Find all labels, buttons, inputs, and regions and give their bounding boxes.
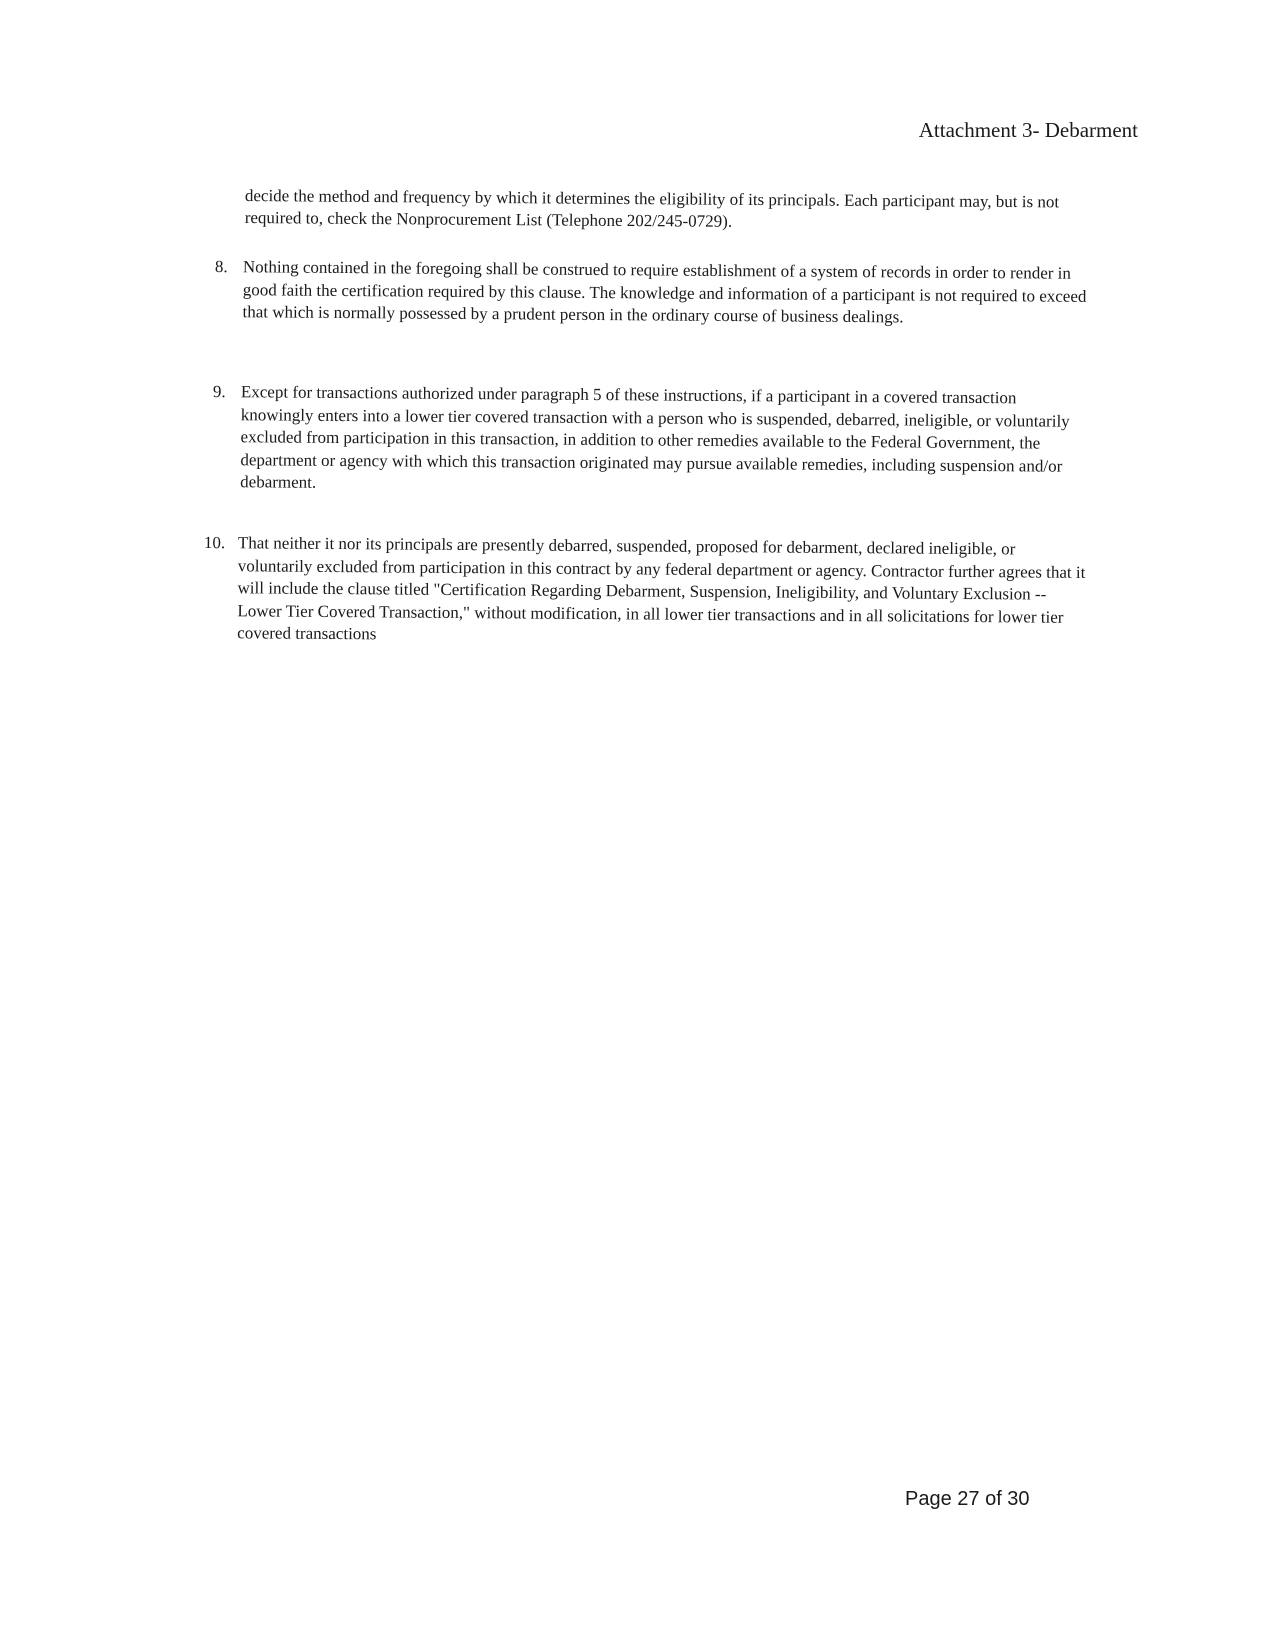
page-header: Attachment 3- Debarment	[918, 118, 1138, 142]
list-item-text: Except for transactions authorized under paragraph 5 of these instructions, if a participant in a covered transaction knowingly enters into a lower tier covered transaction with a person who is suspended, debarred, ineligible, or voluntarily excluded from participation in this transaction, in addition to other remedies available to the Federal Government, the department or agency with which this transaction originated may pursue available remedies, including suspension and/or debarment.	[240, 382, 1070, 492]
list-item-number: 10.	[203, 532, 226, 553]
page-number: Page 27 of 30	[905, 1488, 1030, 1510]
continuation-paragraph: decide the method and frequency by which it determines the eligibility of its principals. Each participant may, but is not required to, check the Nonprocurement List (Telephone 202/245-0729).	[244, 185, 1060, 231]
list-item-number: 9.	[212, 381, 226, 402]
list-item-text: Nothing contained in the foregoing shall be construed to require establishment of a system of records in order to render in good faith the certification required by this clause. The knowledge and information of a participant is not required to exceed that which is normally possessed by a prudent person in the ordinary course of business dealings.	[242, 257, 1087, 327]
list-item	[214, 256, 1095, 327]
list-item	[212, 381, 1093, 492]
list-item-number: 8.	[214, 256, 228, 277]
list-item	[203, 532, 1086, 644]
list-item-text: That neither it nor its principals are presently debarred, suspended, proposed for debarment, declared ineligible, or voluntarily excluded from participation in this contract by any federal department or agency. Contractor further agrees that it will include the clause titled "Certification Regarding Debarment, Suspension, Ineligibility, and Voluntary Exclusion -- Lower Tier Covered Transaction," without modification, in all lower tier transactions and in all solicitations for lower tier covered transactions	[237, 533, 1086, 644]
